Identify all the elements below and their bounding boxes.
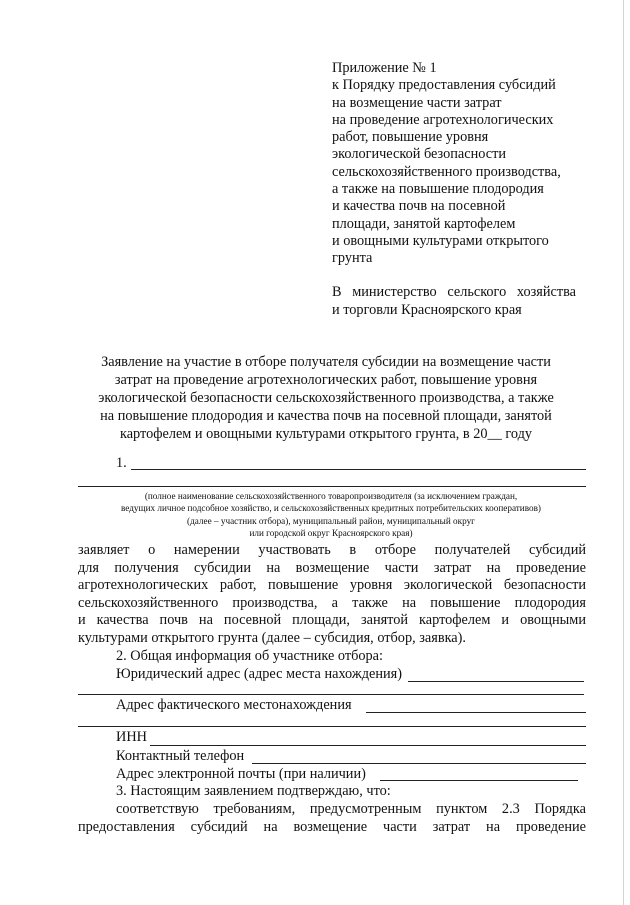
- title-line: картофелем и овощными культурами открытого грунта, в 20__ году: [119, 426, 533, 442]
- body-line: для получения субсидии на возмещение части затрат на проведение: [78, 559, 586, 576]
- inn-label: ИНН: [116, 729, 147, 745]
- appendix-line: сельскохозяйственного производства,: [332, 163, 561, 180]
- body-line: предоставления субсидий на возмещение части затрат на проведение: [78, 818, 586, 835]
- addressee-line: В министерство сельского хозяйства: [332, 284, 576, 300]
- appendix-line: на возмещение части затрат: [332, 94, 502, 111]
- legal-address-input[interactable]: [408, 681, 584, 682]
- email-input[interactable]: [380, 780, 578, 781]
- appendix-line: площади, занятой картофелем: [332, 215, 516, 232]
- section-3-body: [78, 801, 586, 836]
- phone-label: Контактный телефон: [116, 748, 245, 764]
- phone-input[interactable]: [252, 763, 586, 764]
- title-line: экологической безопасности сельскохозяйственного производства, а также: [98, 390, 554, 406]
- appendix-line: и овощными культурами открытого: [332, 232, 549, 249]
- appendix-line: грунта: [332, 250, 373, 267]
- hint-line: или городской округ Красноярского края): [249, 528, 413, 539]
- addressee-block: [332, 284, 576, 319]
- body-line: сельскохозяйственного производства, а также на повышение плодородия: [78, 594, 586, 611]
- hint-line: ведущих личное подсобное хозяйство, и сельскохозяйственных кредитных потребительских кооперативов): [120, 503, 541, 514]
- appendix-line: на проведение агротехнологических: [332, 111, 554, 128]
- appendix-line: и качества почв на посевной: [332, 198, 506, 215]
- appendix-line: а также на повышение плодородия: [332, 181, 544, 198]
- appendix-header: [332, 60, 594, 268]
- appendix-line: работ, повышение уровня: [332, 129, 489, 146]
- field-hint: [78, 490, 584, 540]
- body-line: заявляет о намерении участвовать в отборе получателей субсидий: [78, 542, 586, 558]
- title-line: затрат на проведение агротехнологических работ, повышение уровня: [114, 372, 538, 388]
- body-line: культурами открытого грунта (далее – субсидия, отбор, заявка).: [78, 629, 466, 646]
- hint-line: (далее – участник отбора), муниципальный район, муниципальный округ: [187, 515, 475, 526]
- inn-input[interactable]: [150, 745, 586, 746]
- organization-name-field-line2[interactable]: [78, 486, 586, 487]
- legal-address-input-line2[interactable]: [78, 694, 584, 695]
- hint-line: (полное наименование сельскохозяйственного товаропроизводителя (за исключением граждан,: [144, 491, 518, 501]
- body-line: агротехнологических работ, повышение уровня экологической безопасности: [78, 577, 586, 594]
- appendix-line: к Порядку предоставления субсидий: [332, 77, 556, 94]
- section-2-heading: 2. Общая информация об участнике отбора:: [116, 648, 383, 664]
- section-1-number: 1.: [116, 455, 127, 471]
- actual-address-input[interactable]: [366, 712, 586, 713]
- actual-address-label: Адрес фактического местонахождения: [116, 697, 352, 713]
- appendix-line: экологической безопасности: [332, 146, 507, 163]
- organization-name-field[interactable]: [131, 469, 586, 470]
- appendix-line: Приложение № 1: [332, 60, 437, 76]
- page-edge-line: [623, 0, 624, 905]
- application-body: [78, 542, 586, 648]
- title-line: на повышение плодородия и качества почв на посевной площади, занятой: [100, 408, 552, 424]
- body-line: соответствую требованиям, предусмотренным пунктом 2.3 Порядка: [116, 801, 586, 817]
- addressee-line: и торговли Красноярского края: [332, 301, 522, 318]
- application-title: [78, 353, 574, 443]
- legal-address-label: Юридический адрес (адрес места нахождения): [116, 666, 402, 682]
- title-line: Заявление на участие в отборе получателя субсидии на возмещение части: [101, 354, 551, 370]
- section-3-heading: 3. Настоящим заявлением подтверждаю, что:: [116, 783, 391, 799]
- email-label: Адрес электронной почты (при наличии): [116, 766, 366, 782]
- body-line: и качества почв на посевной площади, занятой картофелем и овощными: [78, 612, 586, 629]
- actual-address-input-line2[interactable]: [78, 726, 586, 727]
